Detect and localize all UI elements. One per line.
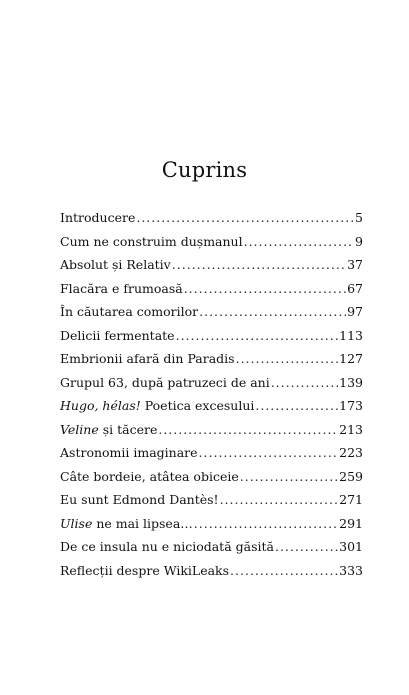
toc-entry-text-rest: și tăcere (98, 421, 158, 437)
toc-entry (60, 281, 363, 305)
toc-page-number: 271 (339, 492, 363, 507)
dot-leader (136, 210, 354, 225)
dot-leader (199, 445, 339, 460)
toc-entry-title (60, 304, 198, 319)
toc-entry-title (60, 351, 235, 366)
toc-entry-text: Absolut și Relativ (60, 257, 171, 272)
toc-page-number: 223 (339, 445, 363, 460)
toc-entry-title (60, 375, 270, 390)
dot-leader (199, 304, 346, 319)
toc-entry-italic-text: Hugo, hélas! (60, 398, 141, 413)
toc-page-number: 113 (339, 327, 363, 343)
dot-leader (236, 351, 339, 366)
toc-entry-text: Câte bordeie, atâtea obiceie (60, 468, 239, 484)
toc-entry-italic-text: Ulise (60, 515, 93, 531)
toc-page-number: 333 (339, 562, 363, 578)
dot-leader (158, 422, 338, 437)
toc-page-number: 5 (355, 210, 363, 225)
toc-entry-title (60, 257, 171, 272)
dot-leader (176, 328, 339, 343)
dot-leader (255, 398, 338, 413)
toc-entry-text: Grupul 63, după patruzeci de ani (60, 374, 270, 390)
toc-entry-text: Astronomii imaginare (60, 445, 198, 460)
toc-entry-title (60, 398, 254, 413)
toc-entry-text: Introducere (60, 210, 136, 225)
toc-entry-text: În căutarea comorilor (60, 304, 199, 319)
toc-entry (60, 257, 363, 281)
toc-entry-title (60, 516, 193, 531)
toc-entry-text: Cum ne construim dușmanul (60, 233, 243, 249)
toc-entry (60, 351, 363, 375)
dot-leader (220, 492, 339, 507)
dot-leader (230, 563, 338, 578)
table-of-contents (60, 210, 363, 586)
toc-entry (60, 445, 363, 469)
toc-entry-text: Eu sunt Edmond Dantès! (60, 492, 219, 507)
dot-leader (184, 281, 346, 296)
toc-entry-title (60, 563, 229, 578)
toc-page-number: 9 (355, 233, 363, 249)
toc-entry-title (60, 422, 157, 437)
toc-page-number: 97 (347, 304, 363, 319)
toc-entry-title (60, 492, 219, 507)
toc-entry (60, 304, 363, 328)
toc-entry (60, 539, 363, 563)
dot-leader (244, 234, 354, 249)
toc-entry (60, 469, 363, 493)
toc-entry-text: De ce insula nu e niciodată găsită (60, 539, 274, 554)
toc-entry-title (60, 539, 274, 554)
toc-page-number: 67 (347, 280, 363, 296)
toc-entry (60, 398, 363, 422)
toc-entry (60, 234, 363, 258)
dot-leader (271, 375, 338, 390)
toc-page-number: 127 (339, 351, 363, 366)
toc-page-number: 173 (339, 398, 363, 413)
toc-entry-text: Embrionii afară din Paradis (60, 351, 235, 366)
toc-entry-title (60, 281, 183, 296)
toc-page-number: 291 (339, 515, 363, 531)
toc-entry-text: Delicii fermentate (60, 327, 175, 343)
toc-page-number: 213 (339, 421, 363, 437)
toc-entry (60, 563, 363, 587)
toc-entry-text-rest: Poetica excesului (140, 398, 255, 413)
toc-entry-text-rest: ne mai lipsea… (92, 515, 193, 531)
toc-entry-italic-text: Veline (60, 421, 99, 437)
dot-leader (275, 539, 338, 554)
toc-entry-title (60, 210, 135, 225)
dot-leader (172, 257, 346, 272)
toc-entry-text: Reflecții despre WikiLeaks (60, 562, 230, 578)
toc-page-number: 37 (347, 257, 363, 272)
toc-entry (60, 375, 363, 399)
toc-entry (60, 516, 363, 540)
toc-entry-title (60, 328, 175, 343)
toc-entry-text: Flacăra e frumoasă (60, 280, 183, 296)
toc-entry (60, 210, 363, 234)
toc-entry (60, 422, 363, 446)
dot-leader (240, 469, 338, 484)
toc-entry (60, 492, 363, 516)
toc-page-number: 301 (339, 539, 363, 554)
toc-entry (60, 328, 363, 352)
toc-page-number: 139 (339, 374, 363, 390)
toc-entry-title (60, 234, 243, 249)
toc-entry-title (60, 445, 198, 460)
dot-leader (194, 516, 338, 531)
page-title: Cuprins (161, 158, 248, 182)
toc-page-number: 259 (339, 468, 363, 484)
toc-entry-title (60, 469, 239, 484)
